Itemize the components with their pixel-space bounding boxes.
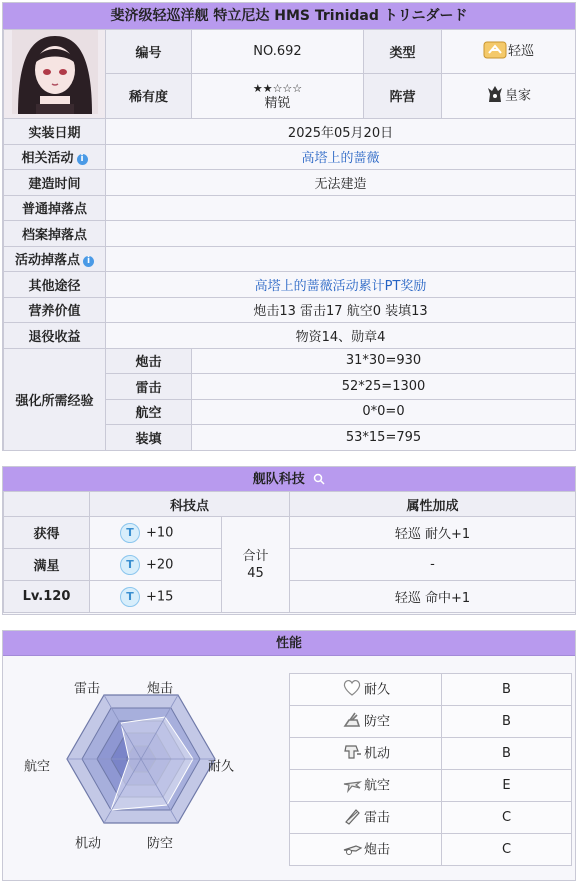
fleet-tech-card	[2, 466, 576, 615]
detail-row	[4, 297, 576, 323]
tech-points-value: +10	[146, 525, 174, 540]
performance-stat-name: 防空	[363, 714, 390, 729]
type-label: 类型	[364, 30, 442, 74]
exp-label: 强化所需经验	[4, 348, 106, 450]
aviation-icon	[341, 774, 363, 798]
info-icon[interactable]: i	[83, 256, 94, 267]
ship-detail-table	[3, 118, 576, 451]
performance-stat	[290, 738, 442, 770]
detail-value	[106, 246, 576, 272]
search-icon[interactable]	[313, 469, 325, 494]
detail-row	[4, 195, 576, 221]
detail-label	[4, 119, 106, 145]
performance-row	[290, 802, 572, 834]
portrait-image	[12, 30, 98, 114]
tech-row-points	[90, 549, 222, 581]
detail-row	[4, 144, 576, 170]
tech-bonus-header: 属性加成	[290, 492, 576, 517]
detail-value: 物资14、勋章4	[106, 323, 576, 349]
detail-label	[4, 246, 106, 272]
exp-value: 53*15=795	[192, 425, 576, 451]
tech-row-bonus: 轻巡 命中+1	[290, 581, 576, 613]
fleet-tech-table	[3, 491, 576, 613]
detail-label-text: 营养价值	[28, 304, 81, 320]
anti-air-icon	[341, 710, 363, 734]
faction-value: 皇家	[504, 88, 531, 104]
detail-value[interactable]: 高塔上的蔷薇活动累计PT奖励	[106, 272, 576, 298]
radar-label-anti-air: 防空	[146, 836, 174, 852]
tech-point-icon: T	[120, 555, 140, 575]
exp-row	[4, 348, 576, 374]
radar-chart	[15, 681, 285, 871]
performance-stat-name: 航空	[363, 778, 390, 793]
tech-row-bonus: 轻巡 耐久+1	[290, 517, 576, 549]
ship-title: 斐济级轻巡洋舰 特立尼达 HMS Trinidad トリニダード	[3, 3, 575, 30]
detail-label	[4, 144, 106, 170]
tech-row-label: Lv.120	[4, 581, 90, 613]
exp-value: 31*30=930	[192, 348, 576, 374]
detail-row	[4, 246, 576, 272]
detail-label	[4, 323, 106, 349]
tech-row-label: 满星	[4, 549, 90, 581]
performance-stat	[290, 770, 442, 802]
ship-portrait	[4, 30, 106, 119]
detail-value	[106, 195, 576, 221]
royal-navy-icon	[486, 84, 504, 108]
type-cell	[442, 30, 576, 74]
detail-label-text: 其他途径	[28, 278, 81, 294]
performance-row	[290, 706, 572, 738]
tech-points-header: 科技点	[90, 492, 290, 517]
performance-grade: B	[442, 738, 572, 770]
rarity-label: 稀有度	[106, 73, 192, 118]
exp-value: 0*0=0	[192, 399, 576, 425]
performance-title: 性能	[3, 631, 575, 656]
performance-grade: C	[442, 802, 572, 834]
torpedo-icon	[341, 806, 363, 830]
tech-total	[222, 517, 290, 613]
performance-stat-name: 雷击	[363, 810, 390, 825]
performance-grade: C	[442, 834, 572, 866]
tech-row-label: 获得	[4, 517, 90, 549]
faction-cell	[442, 73, 576, 118]
detail-row	[4, 221, 576, 247]
detail-row	[4, 170, 576, 196]
exp-value: 52*25=1300	[192, 374, 576, 400]
detail-label-text: 实装日期	[28, 125, 81, 141]
tech-total-value: 45	[247, 565, 264, 581]
tech-row-points	[90, 517, 222, 549]
radar-label-evasion: 机动	[74, 836, 102, 852]
firepower-icon	[341, 838, 363, 862]
faction-label: 阵营	[364, 73, 442, 118]
detail-value: 2025年05月20日	[106, 119, 576, 145]
tech-total-label: 合计	[242, 548, 269, 564]
detail-row	[4, 272, 576, 298]
ship-info-card	[2, 2, 576, 451]
info-icon[interactable]: i	[77, 154, 88, 165]
performance-grade: B	[442, 674, 572, 706]
performance-stat-name: 炮击	[363, 842, 390, 857]
exp-stat: 航空	[106, 399, 192, 425]
performance-stat	[290, 802, 442, 834]
tech-point-icon: T	[120, 523, 140, 543]
detail-label	[4, 297, 106, 323]
evasion-icon	[341, 742, 363, 766]
tech-row-points	[90, 581, 222, 613]
fleet-tech-header	[3, 467, 575, 492]
detail-label-text: 退役收益	[28, 329, 81, 345]
performance-grade: E	[442, 770, 572, 802]
rarity-cell	[192, 73, 364, 118]
exp-stat: 装填	[106, 425, 192, 451]
radar-label-health: 耐久	[207, 759, 235, 775]
detail-row	[4, 323, 576, 349]
tech-point-icon: T	[120, 587, 140, 607]
detail-label-text: 档案掉落点	[21, 227, 87, 243]
exp-stat: 炮击	[106, 348, 192, 374]
ship-info-table	[3, 29, 576, 119]
performance-row	[290, 770, 572, 802]
id-label: 编号	[106, 30, 192, 74]
detail-label	[4, 170, 106, 196]
performance-stat	[290, 706, 442, 738]
radar-label-aviation: 航空	[23, 759, 51, 775]
performance-row	[290, 834, 572, 866]
detail-label-text: 相关活动	[21, 151, 74, 167]
radar-label-firepower: 炮击	[146, 681, 174, 697]
id-value: NO.692	[192, 30, 364, 74]
detail-value: 无法建造	[106, 170, 576, 196]
tech-row-bonus: -	[290, 549, 576, 581]
fleet-tech-title: 舰队科技	[252, 472, 305, 487]
performance-stat	[290, 674, 442, 706]
tech-points-value: +15	[146, 589, 174, 604]
performance-card	[2, 630, 576, 881]
detail-label	[4, 272, 106, 298]
detail-label	[4, 221, 106, 247]
performance-row	[290, 674, 572, 706]
tech-corner	[4, 492, 90, 517]
performance-stat-name: 耐久	[363, 682, 390, 697]
detail-label	[4, 195, 106, 221]
detail-label-text: 建造时间	[28, 176, 81, 192]
light-cruiser-icon	[483, 41, 507, 63]
performance-stat	[290, 834, 442, 866]
detail-label-text: 活动掉落点	[14, 253, 80, 269]
tech-points-value: +20	[146, 557, 174, 572]
type-value: 轻巡	[507, 44, 534, 60]
heart-icon	[341, 678, 363, 702]
exp-stat: 雷击	[106, 374, 192, 400]
performance-table	[289, 673, 572, 866]
radar-label-torpedo: 雷击	[73, 681, 101, 697]
performance-grade: B	[442, 706, 572, 738]
detail-value: 炮击13 雷击17 航空0 装填13	[106, 297, 576, 323]
detail-row	[4, 119, 576, 145]
performance-row	[290, 738, 572, 770]
detail-value	[106, 221, 576, 247]
rarity-value: 精锐	[264, 95, 291, 111]
performance-stat-name: 机动	[363, 746, 390, 761]
detail-value[interactable]: 高塔上的蔷薇	[106, 144, 576, 170]
rarity-stars: ★★☆☆☆	[252, 81, 303, 95]
detail-label-text: 普通掉落点	[21, 202, 87, 218]
